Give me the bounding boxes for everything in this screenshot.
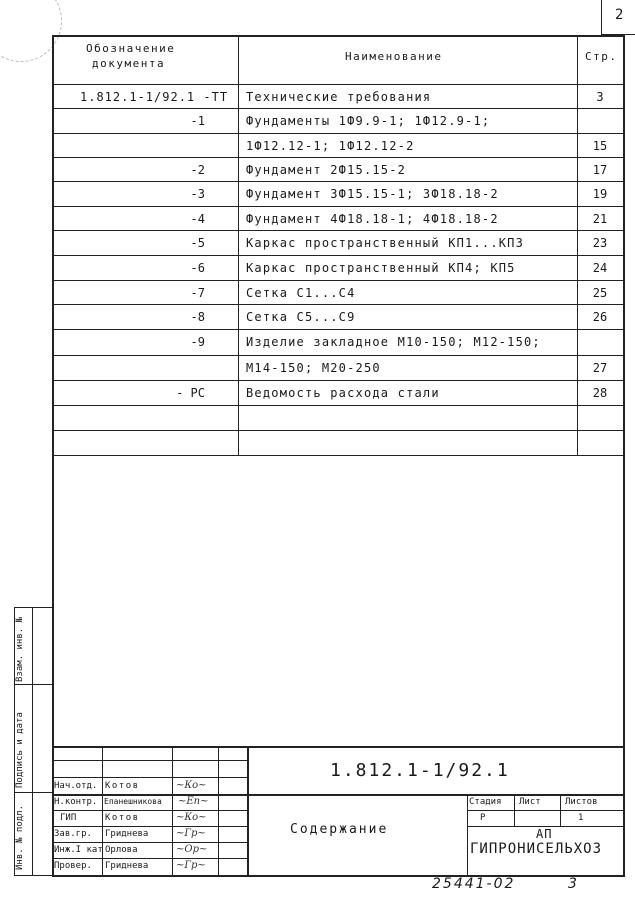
table-row-name: М14-150; М20-250 (246, 361, 381, 375)
table-row-page: 17 (592, 163, 608, 177)
row-line (52, 380, 624, 381)
side-block-bottom (14, 875, 52, 876)
table-row-page: 15 (592, 139, 608, 153)
table-row-name: Фундаменты 1Ф9.9-1; 1Ф12.9-1; (246, 114, 491, 128)
table-row-code: -1 (190, 114, 205, 128)
table-row-page: 26 (592, 310, 608, 324)
role-label: Провер. (54, 861, 92, 871)
signature: ~Ор~ (176, 844, 208, 855)
role-label: Инж.I кат (54, 845, 103, 855)
col-line-1 (238, 35, 239, 455)
row-line (52, 108, 624, 109)
role-label: Зав.гр. (54, 829, 92, 839)
row-line (52, 430, 624, 431)
table-row-code: 1.812.1-1/92.1 -ТТ (80, 90, 229, 104)
role-person: Котов (105, 813, 140, 823)
row-line (52, 133, 624, 134)
table-row-page: 19 (592, 187, 608, 201)
stamp-line-stage (467, 810, 624, 811)
row-line (52, 206, 624, 207)
row-line (52, 329, 624, 330)
table-row-name: 1Ф12.12-1; 1Ф12.12-2 (246, 139, 415, 153)
row-line (52, 280, 624, 281)
role-label: ГИП (60, 813, 77, 823)
table-row-name: Изделие закладное М10-150; М12-150; (246, 335, 541, 349)
stamp-col (218, 746, 219, 875)
table-row-code: -5 (190, 236, 205, 250)
stamp-col (467, 794, 468, 875)
page-corner-box (601, 0, 635, 35)
table-row-code: - РС (176, 386, 205, 400)
table-row-page: 21 (592, 212, 608, 226)
row-line (52, 157, 624, 158)
role-person: Котов (105, 781, 140, 791)
role-person: Епанешникова (104, 797, 162, 806)
table-row-code: -8 (190, 310, 205, 324)
role-person: Гриднева (105, 861, 149, 871)
stamp-col (247, 746, 249, 875)
table-row-name: Фундамент 2Ф15.15-2 (246, 163, 407, 177)
table-row-code: -2 (190, 163, 205, 177)
side-label-inv-podl: Инв. № подл. (15, 804, 25, 870)
table-row-page: 27 (592, 361, 608, 375)
signature: ~Гр~ (176, 860, 206, 871)
table-row-page: 3 (596, 90, 604, 104)
side-block-divider (14, 792, 52, 793)
header-name: Наименование (345, 50, 443, 63)
table-row-code: -7 (190, 286, 205, 300)
footer-sheet: 3 (568, 876, 577, 892)
row-line (52, 455, 624, 456)
table-row-code: -3 (190, 187, 205, 201)
row-line (52, 304, 624, 305)
table-row-name: Сетка С5...С9 (246, 310, 356, 324)
sheets-label: Листов (565, 797, 598, 807)
table-row-name: Фундамент 3Ф15.15-1; 3Ф18.18-2 (246, 187, 499, 201)
table-row-name: Ведомость расхода стали (246, 386, 440, 400)
signature: ~Ко~ (176, 812, 207, 823)
table-row-page: 28 (592, 386, 608, 400)
stamp-col (514, 794, 515, 826)
frame-bottom (52, 875, 625, 877)
frame-top (52, 35, 625, 37)
table-row-name: Каркас пространственный КП4; КП5 (246, 261, 516, 275)
role-person: Орлова (105, 845, 138, 855)
signature: ~Еп~ (178, 796, 209, 807)
footer-number: 25441-02 (432, 876, 516, 892)
signature: ~Гр~ (176, 828, 206, 839)
side-block-top (14, 607, 52, 608)
row-line (52, 355, 624, 356)
table-row-page: 23 (592, 236, 608, 250)
role-person: Гриднева (105, 829, 149, 839)
table-row-name: Сетка С1...С4 (246, 286, 356, 300)
side-block-mid (32, 607, 33, 875)
side-block-divider (14, 684, 52, 685)
header-bottom-line (52, 84, 624, 85)
stamp-col (172, 746, 173, 875)
row-line (52, 405, 624, 406)
stamp-col (102, 746, 103, 875)
stamp-top (52, 746, 624, 748)
table-row-name: Технические требования (246, 90, 432, 104)
header-page: Стр. (585, 50, 618, 63)
role-label: Нач.отд. (54, 781, 98, 791)
sheet-value: 1 (578, 813, 584, 823)
table-row-page: 24 (592, 261, 608, 275)
document-code: 1.812.1-1/92.1 (330, 760, 510, 781)
table-row-code: -6 (190, 261, 205, 275)
side-label-vzam-inv: Взам. инв. № (15, 616, 25, 682)
header-designation-2: документа (92, 57, 166, 70)
stage-value: Р (480, 813, 486, 823)
table-row-code: -4 (190, 212, 205, 226)
stage-label: Стадия (469, 797, 502, 807)
side-label-podpis-data: Подпись и дата (15, 712, 25, 788)
table-row-name: Каркас пространственный КП1...КП3 (246, 236, 525, 250)
organization-line2: ГИПРОНИСЕЛЬХОЗ (470, 841, 603, 857)
stamp-mid (52, 794, 624, 796)
role-label: Н.контр. (54, 797, 98, 807)
table-row-name: Фундамент 4Ф18.18-1; 4Ф18.18-2 (246, 212, 499, 226)
row-line (52, 230, 624, 231)
stamp-col (560, 794, 561, 826)
page-corner-number: 2 (615, 7, 625, 23)
row-line (52, 181, 624, 182)
table-row-page: 25 (592, 286, 608, 300)
row-line (52, 255, 624, 256)
table-row-code: -9 (190, 335, 205, 349)
document-title: Содержание (290, 822, 389, 837)
signature: ~Ко~ (176, 780, 207, 791)
sheet-label: Лист (519, 797, 541, 807)
organization-line1: АП (536, 827, 553, 841)
header-designation-1: Обозначение (86, 42, 176, 55)
